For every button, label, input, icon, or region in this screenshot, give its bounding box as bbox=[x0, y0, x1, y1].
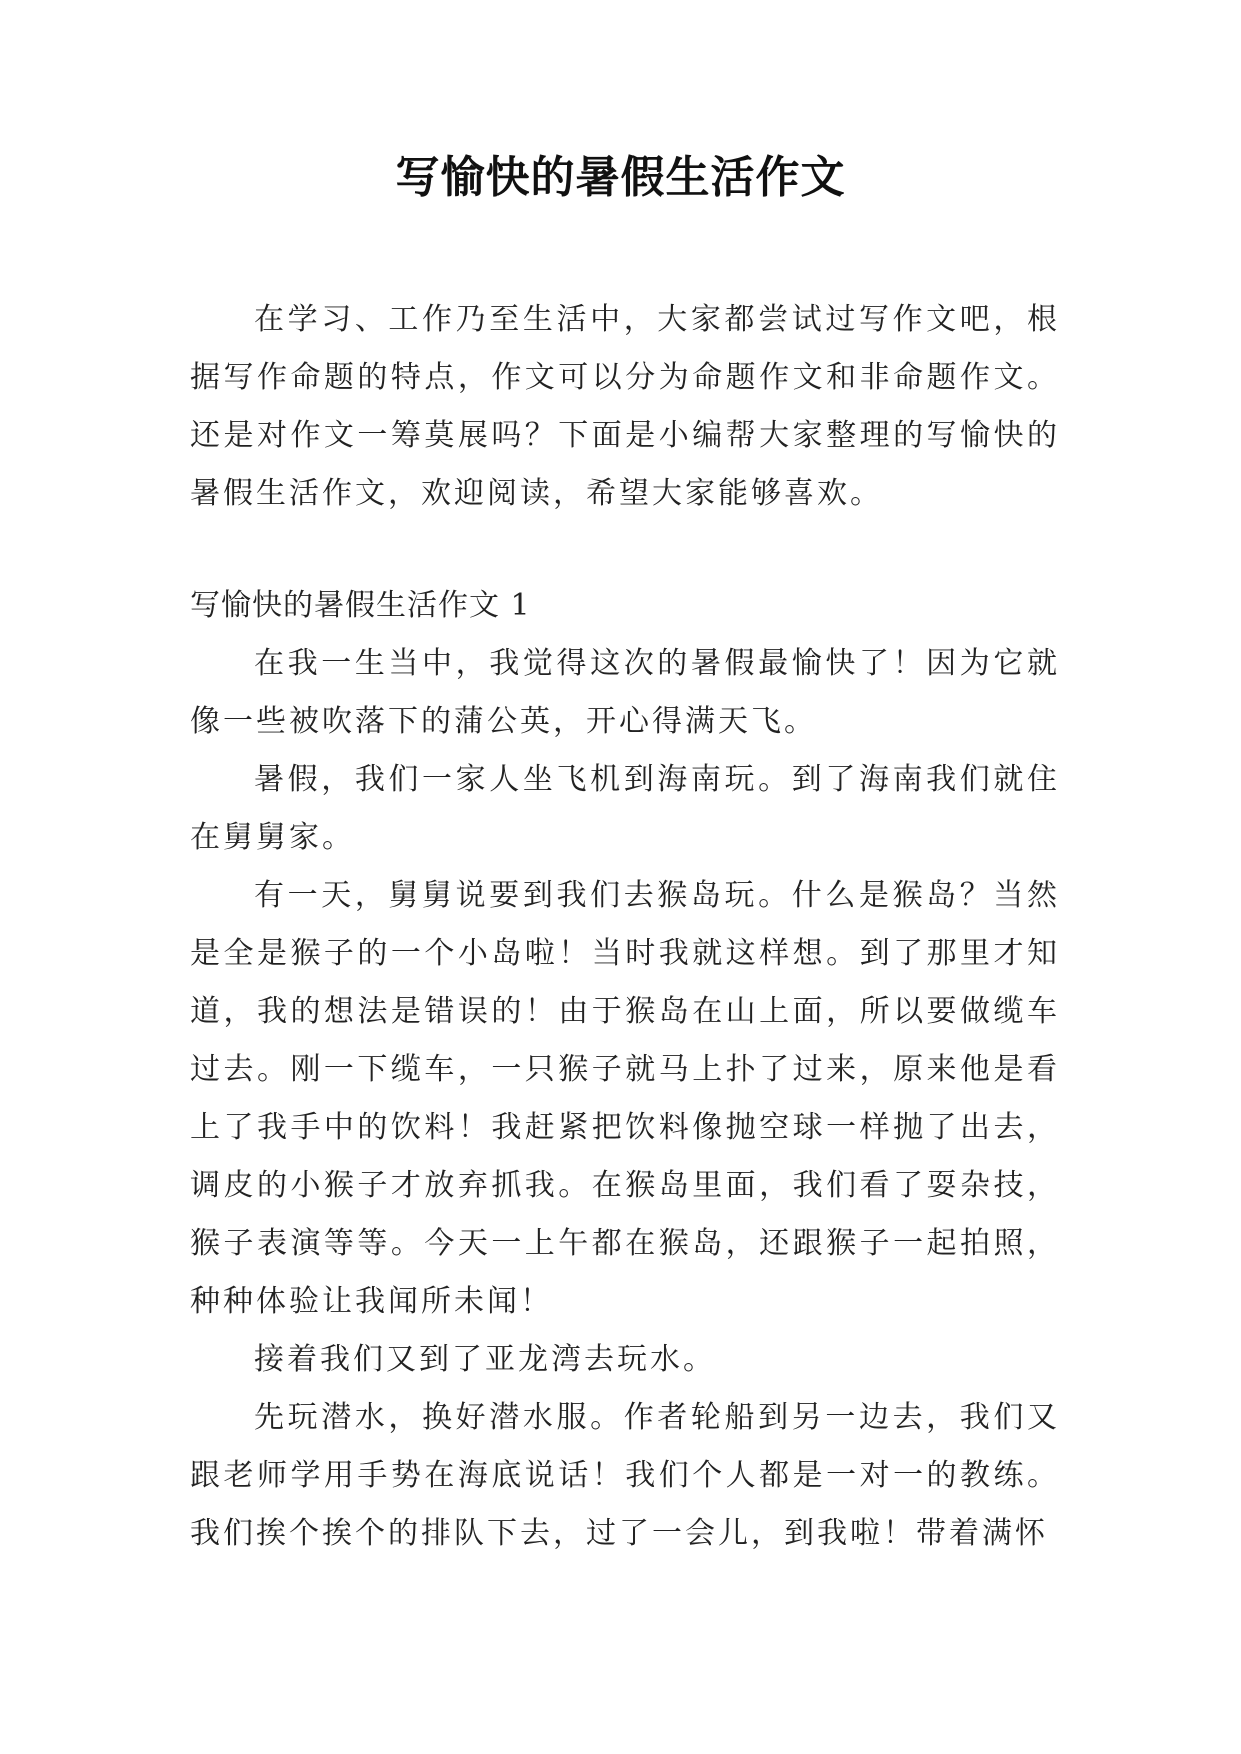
essay-paragraph: 在我一生当中，我觉得这次的暑假最愉快了！因为它就像一些被吹落下的蒲公英，开心得满天飞。 bbox=[190, 646, 1060, 739]
intro-section bbox=[190, 291, 1060, 523]
essay-paragraph: 暑假，我们一家人坐飞机到海南玩。到了海南我们就住在舅舅家。 bbox=[190, 762, 1060, 855]
document-title: 写愉快的暑假生活作文 bbox=[395, 152, 846, 203]
essay-paragraph: 接着我们又到了亚龙湾去玩水。 bbox=[254, 1342, 716, 1377]
section-heading: 写愉快的暑假生活作文 1 bbox=[190, 588, 531, 623]
essay-paragraph: 有一天，舅舅说要到我们去猴岛玩。什么是猴岛？当然是全是猴子的一个小岛啦！当时我就这样想。到了那里才知道，我的想法是错误的！由于猴岛在山上面，所以要做缆车过去。刚一下缆车，一只猴子就马上扑了过来，原来他是看上了我手中的饮料！我赶紧把饮料像抛空球一样抛了出去，调皮的小猴子才放弃抓我。在猴岛里面，我们看了耍杂技，猴子表演等等。今天一上午都在猴岛，还跟猴子一起拍照，种种体验让我闻所未闻！ bbox=[190, 878, 1060, 1319]
intro-paragraph: 在学习、工作乃至生活中，大家都尝试过写作文吧，根据写作命题的特点，作文可以分为命题作文和非命题作文。还是对作文一筹莫展吗？下面是小编帮大家整理的写愉快的暑假生活作文，欢迎阅读，希望大家能够喜欢。 bbox=[190, 302, 1060, 511]
essay-paragraph: 先玩潜水，换好潜水服。作者轮船到另一边去，我们又跟老师学用手势在海底说话！我们个人都是一对一的教练。我们挨个挨个的排队下去，过了一会儿，到我啦！带着满怀 bbox=[190, 1400, 1060, 1551]
essay-body bbox=[190, 635, 1060, 1563]
